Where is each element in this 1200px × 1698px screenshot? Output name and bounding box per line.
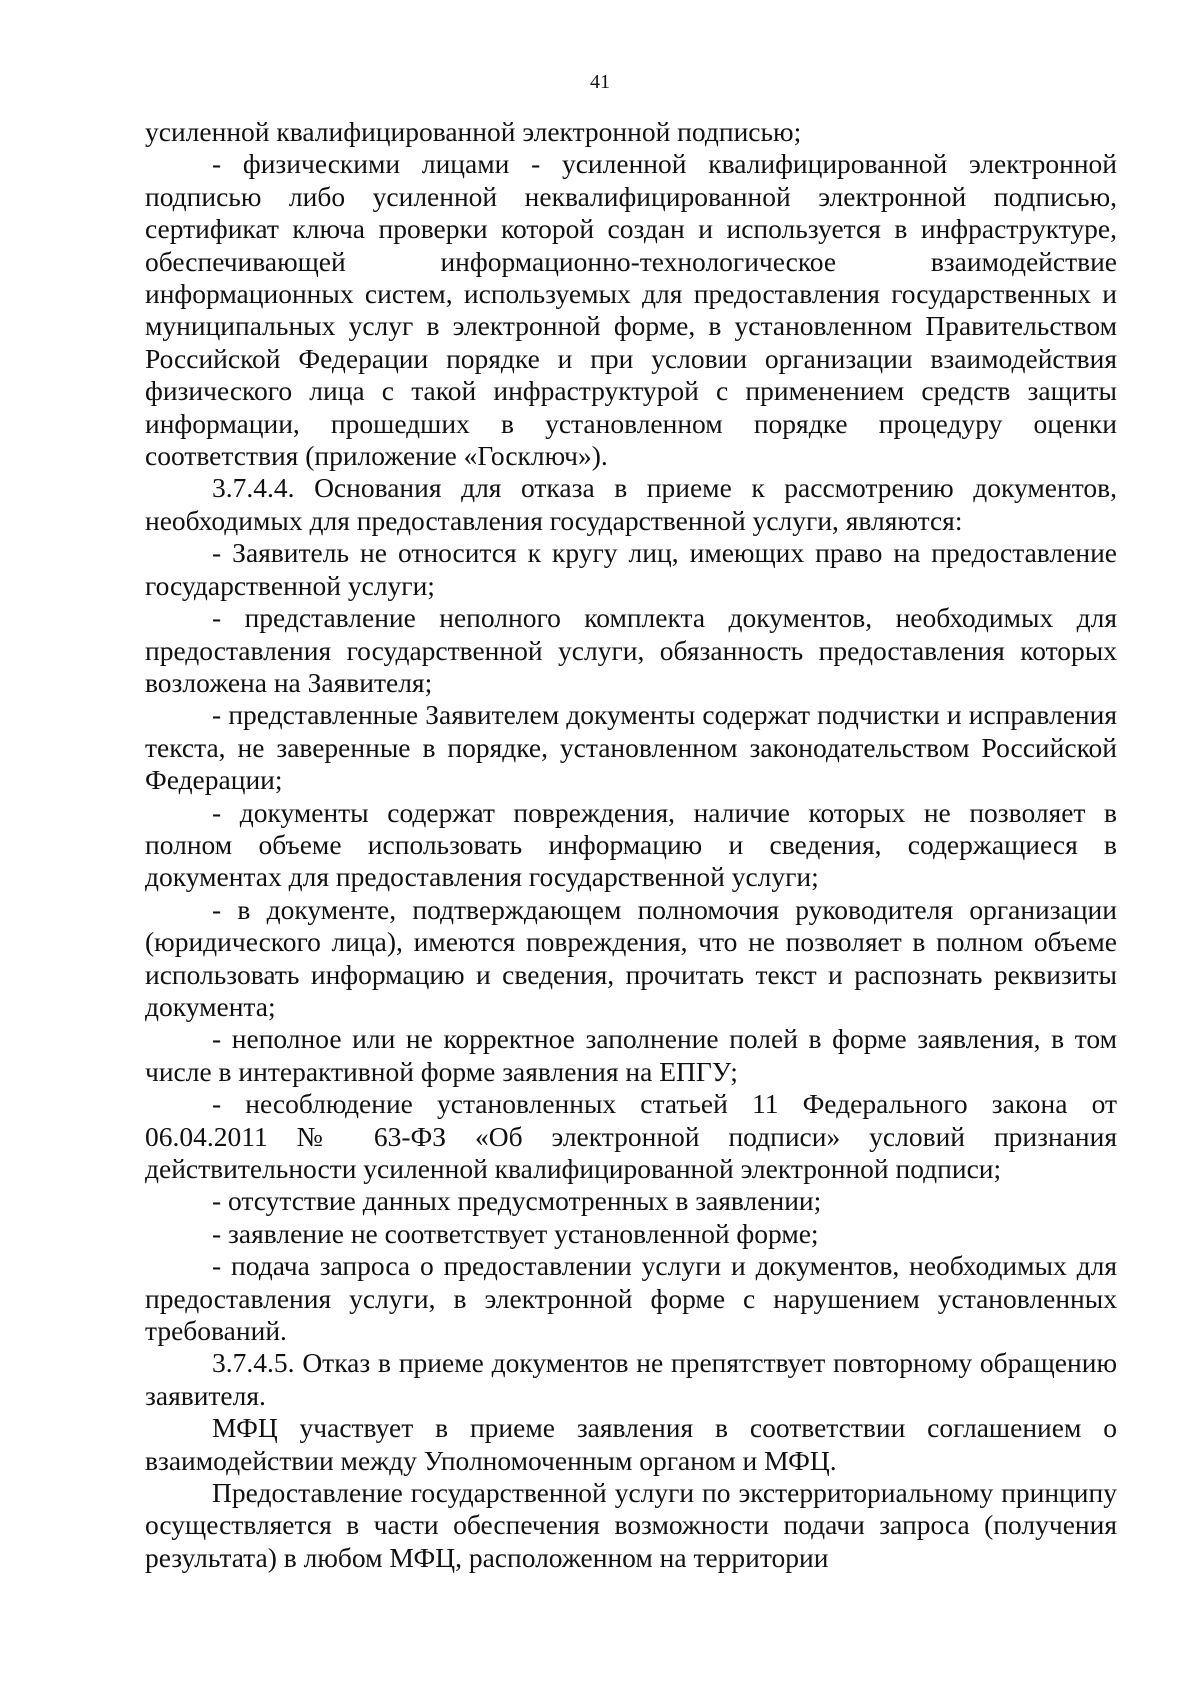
document-body: [145, 116, 1117, 1574]
paragraph: - представление неполного комплекта документов, необходимых для предоставления государственной услуги, обязанность предоставления которых возложена на Заявителя;: [145, 602, 1117, 698]
paragraph: 3.7.4.5. Отказ в приеме документов не препятствует повторному обращению заявителя.: [145, 1347, 1117, 1411]
paragraph: 3.7.4.4. Основания для отказа в приеме к рассмотрению документов, необходимых для предоставления государственной услуги, являются:: [145, 472, 1117, 536]
paragraph: Предоставление государственной услуги по экстерриториальному принципу осуществляется в части обеспечения возможности подачи запроса (получения результата) в любом МФЦ, расположенном на территории: [145, 1477, 1117, 1573]
paragraph: - представленные Заявителем документы содержат подчистки и исправления текста, не заверенные в порядке, установленном законодательством Российской Федерации;: [145, 699, 1117, 796]
paragraph: - отсутствие данных предусмотренных в заявлении;: [212, 1185, 822, 1217]
paragraph: - физическими лицами - усиленной квалифицированной электронной подписью либо усиленной неквалифицированной электронной подписью, сертификат ключа проверки которой создан и используется в инфраструктуре, обеспечивающей информационно-технологическое взаимодействие информационных систем, используемых для предоставления государственных и муниципальных услуг в электронной форме, в установленном Правительством Российской Федерации порядке и при условии организации взаимодействия физического лица с такой инфраструктурой с применением средств защиты информации, прошедших в установленном порядке процедуру оценки соответствия (приложение «Госключ»).: [145, 148, 1117, 472]
paragraph: - Заявитель не относится к кругу лиц, имеющих право на предоставление государственной услуги;: [145, 537, 1117, 601]
paragraph: - несоблюдение установленных статьей 11 Федерального закона от 06.04.2011 № 63-ФЗ «Об электронной подписи» условий признания действительности усиленной квалифицированной электронной подписи;: [145, 1088, 1117, 1184]
paragraph: - подача запроса о предоставлении услуги и документов, необходимых для предоставления услуги, в электронной форме с нарушением установленных требований.: [145, 1250, 1117, 1347]
paragraph: МФЦ участвует в приеме заявления в соответствии соглашением о взаимодействии между Уполномоченным органом и МФЦ.: [145, 1412, 1117, 1476]
paragraph: - документы содержат повреждения, наличие которых не позволяет в полном объеме использовать информацию и сведения, содержащиеся в документах для предоставления государственной услуги;: [145, 796, 1117, 893]
paragraph: - заявление не соответствует установленной форме;: [212, 1217, 819, 1249]
page-number: 41: [590, 71, 610, 93]
paragraph: усиленной квалифицированной электронной подписью;: [145, 116, 802, 147]
paragraph: - неполное или не корректное заполнение полей в форме заявления, в том числе в интерактивной форме заявления на ЕПГУ;: [145, 1023, 1117, 1087]
paragraph: - в документе, подтверждающем полномочия руководителя организации (юридического лица), имеются повреждения, что не позволяет в полном объеме использовать информацию и сведения, прочитать текст и распознать реквизиты документа;: [145, 893, 1117, 1022]
